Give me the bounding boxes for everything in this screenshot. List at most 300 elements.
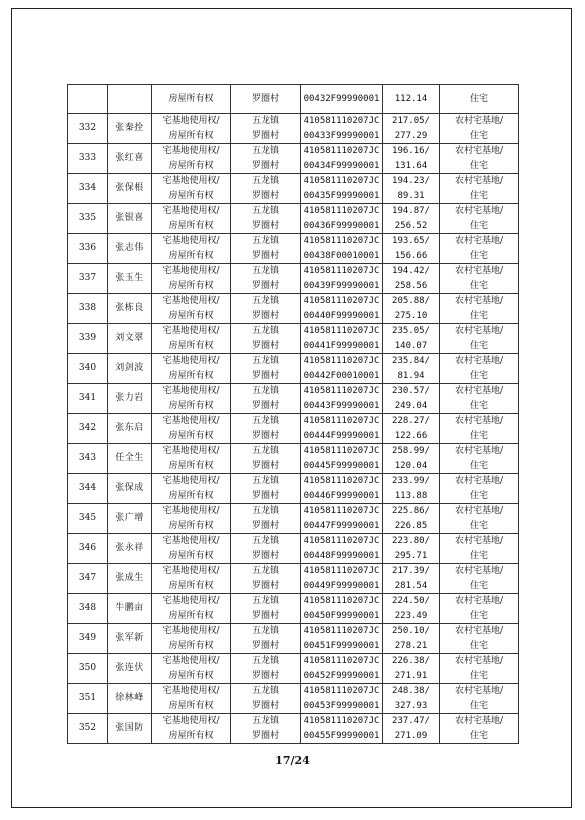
cell-location-line: 罗圈村 — [251, 190, 279, 201]
cell-area-line: 217.39/ — [392, 566, 430, 576]
cell-right-type — [152, 534, 231, 564]
cell-usage-line: 农村宅基地/ — [454, 236, 504, 246]
cell-unit-code-line: 00446F99990001 — [303, 490, 380, 501]
cell-unit-code: 00432F99990001 — [301, 85, 383, 114]
cell-usage-line: 住宅 — [469, 580, 488, 591]
cell-right-type — [152, 264, 231, 294]
cell-location — [231, 444, 301, 474]
cell-unit-code — [301, 564, 383, 594]
cell-no: 332 — [68, 114, 108, 144]
cell-location-line: 罗圈村 — [251, 460, 279, 471]
cell-usage — [440, 144, 519, 174]
table-row — [68, 684, 519, 714]
cell-unit-code-line: 00434F99990001 — [303, 160, 380, 171]
cell-no: 348 — [68, 594, 108, 624]
cell-usage-line: 农村宅基地/ — [454, 296, 504, 306]
cell-right-type-line: 房屋所有权 — [168, 160, 214, 171]
cell-right-type-line: 房屋所有权 — [168, 370, 214, 381]
cell-right-type — [152, 384, 231, 414]
cell-usage — [440, 474, 519, 504]
cell-no: 351 — [68, 684, 108, 714]
cell-unit-code — [301, 324, 383, 354]
cell-unit-code-line: 00451F99990001 — [303, 640, 380, 651]
cell-unit-code-line: 00450F99990001 — [303, 610, 380, 621]
cell-unit-code-line: 00449F99990001 — [303, 580, 380, 591]
cell-no: 346 — [68, 534, 108, 564]
cell-usage-line: 住宅 — [469, 220, 488, 231]
cell-area — [383, 414, 440, 444]
cell-no — [68, 85, 108, 114]
cell-unit-code-line: 00439F99990001 — [303, 280, 380, 291]
cell-unit-code — [301, 684, 383, 714]
cell-right-type-line: 宅基地使用权/ — [162, 386, 220, 396]
cell-area-line: 256.52 — [394, 220, 428, 231]
cell-area — [383, 714, 440, 744]
cell-usage — [440, 534, 519, 564]
cell-location-line: 罗圈村 — [251, 670, 279, 681]
cell-area — [383, 174, 440, 204]
table-row — [68, 264, 519, 294]
cell-name: 任全生 — [108, 444, 152, 474]
cell-right-type-line: 宅基地使用权/ — [162, 206, 220, 216]
cell-location-line: 罗圈村 — [251, 640, 279, 651]
cell-area-line: 271.91 — [394, 670, 428, 681]
cell-usage-line: 农村宅基地/ — [454, 566, 504, 576]
cell-unit-code-line: 410581110207JC — [303, 176, 380, 186]
cell-unit-code — [301, 264, 383, 294]
cell-location-line: 罗圈村 — [251, 340, 279, 351]
cell-usage — [440, 114, 519, 144]
cell-unit-code-line: 00442F00010001 — [303, 370, 380, 381]
cell-location-line: 五龙镇 — [251, 296, 279, 306]
cell-usage — [440, 324, 519, 354]
cell-location-line: 五龙镇 — [251, 716, 279, 726]
cell-unit-code-line: 410581110207JC — [303, 236, 380, 246]
cell-usage-line: 农村宅基地/ — [454, 176, 504, 186]
cell-location — [231, 474, 301, 504]
cell-unit-code — [301, 474, 383, 504]
cell-area-line: 235.84/ — [392, 356, 430, 366]
cell-unit-code-line: 410581110207JC — [303, 386, 380, 396]
cell-right-type-line: 宅基地使用权/ — [162, 476, 220, 486]
cell-location — [231, 144, 301, 174]
cell-area-line: 248.38/ — [392, 686, 430, 696]
cell-usage-line: 住宅 — [469, 460, 488, 471]
cell-right-type-line: 房屋所有权 — [168, 340, 214, 351]
cell-name: 张永祥 — [108, 534, 152, 564]
cell-name: 张军新 — [108, 624, 152, 654]
cell-location-line: 五龙镇 — [251, 146, 279, 156]
cell-area-line: 250.10/ — [392, 626, 430, 636]
cell-usage — [440, 684, 519, 714]
table-row — [68, 564, 519, 594]
cell-usage — [440, 414, 519, 444]
cell-area-line: 223.49 — [394, 610, 428, 621]
cell-location-line: 罗圈村 — [251, 700, 279, 711]
cell-location — [231, 114, 301, 144]
cell-area-line: 156.66 — [394, 250, 428, 261]
cell-location — [231, 354, 301, 384]
cell-name: 张广增 — [108, 504, 152, 534]
cell-right-type — [152, 204, 231, 234]
cell-right-type-line: 房屋所有权 — [168, 730, 214, 741]
cell-area-line: 89.31 — [397, 190, 425, 201]
cell-right-type-line: 宅基地使用权/ — [162, 356, 220, 366]
cell-right-type — [152, 324, 231, 354]
table-row — [68, 354, 519, 384]
cell-usage-line: 住宅 — [469, 520, 488, 531]
cell-area-line: 327.93 — [394, 700, 428, 711]
cell-no: 347 — [68, 564, 108, 594]
cell-right-type — [152, 114, 231, 144]
cell-location: 罗圈村 — [231, 85, 301, 114]
cell-location-line: 罗圈村 — [251, 130, 279, 141]
cell-right-type-line: 宅基地使用权/ — [162, 146, 220, 156]
cell-unit-code-line: 00455F99990001 — [303, 730, 380, 741]
cell-right-type-line: 宅基地使用权/ — [162, 686, 220, 696]
cell-no: 344 — [68, 474, 108, 504]
cell-location-line: 罗圈村 — [251, 610, 279, 621]
property-register-table — [67, 84, 519, 744]
cell-right-type — [152, 474, 231, 504]
cell-no: 340 — [68, 354, 108, 384]
cell-usage-line: 农村宅基地/ — [454, 716, 504, 726]
cell-area — [383, 534, 440, 564]
cell-usage-line: 住宅 — [469, 280, 488, 291]
cell-no: 350 — [68, 654, 108, 684]
cell-right-type — [152, 414, 231, 444]
cell-location-line: 罗圈村 — [251, 550, 279, 561]
cell-right-type — [152, 294, 231, 324]
cell-usage — [440, 234, 519, 264]
cell-area-line: 258.99/ — [392, 446, 430, 456]
cell-name: 张志伟 — [108, 234, 152, 264]
cell-right-type — [152, 234, 231, 264]
cell-location-line: 五龙镇 — [251, 356, 279, 366]
cell-unit-code-line: 00448F99990001 — [303, 550, 380, 561]
cell-area-line: 249.04 — [394, 400, 428, 411]
cell-unit-code — [301, 534, 383, 564]
cell-no: 342 — [68, 414, 108, 444]
cell-right-type-line: 房屋所有权 — [168, 430, 214, 441]
cell-area-line: 131.64 — [394, 160, 428, 171]
cell-name — [108, 85, 152, 114]
cell-name: 张栋良 — [108, 294, 152, 324]
cell-right-type-line: 房屋所有权 — [168, 670, 214, 681]
cell-name: 刘文翠 — [108, 324, 152, 354]
cell-area-line: 122.66 — [394, 430, 428, 441]
cell-location-line: 五龙镇 — [251, 566, 279, 576]
cell-no: 334 — [68, 174, 108, 204]
cell-name: 张玉生 — [108, 264, 152, 294]
cell-location-line: 五龙镇 — [251, 476, 279, 486]
cell-usage — [440, 174, 519, 204]
cell-right-type-line: 房屋所有权 — [168, 400, 214, 411]
cell-usage-line: 农村宅基地/ — [454, 596, 504, 606]
cell-unit-code-line: 410581110207JC — [303, 476, 380, 486]
cell-usage-line: 农村宅基地/ — [454, 356, 504, 366]
cell-location — [231, 324, 301, 354]
cell-unit-code-line: 410581110207JC — [303, 326, 380, 336]
table-row — [68, 294, 519, 324]
cell-right-type — [152, 354, 231, 384]
cell-area: 112.14 — [383, 85, 440, 114]
cell-usage-line: 农村宅基地/ — [454, 416, 504, 426]
cell-area — [383, 624, 440, 654]
table-row — [68, 624, 519, 654]
cell-unit-code — [301, 114, 383, 144]
cell-usage-line: 住宅 — [469, 700, 488, 711]
cell-area-line: 278.21 — [394, 640, 428, 651]
cell-usage — [440, 654, 519, 684]
cell-area-line: 113.88 — [394, 490, 428, 501]
cell-area-line: 228.27/ — [392, 416, 430, 426]
cell-no: 343 — [68, 444, 108, 474]
cell-unit-code — [301, 594, 383, 624]
cell-right-type-line: 宅基地使用权/ — [162, 536, 220, 546]
cell-area — [383, 204, 440, 234]
table-row — [68, 534, 519, 564]
cell-location — [231, 504, 301, 534]
cell-name: 张秦拴 — [108, 114, 152, 144]
cell-unit-code — [301, 384, 383, 414]
cell-right-type — [152, 504, 231, 534]
cell-usage-line: 农村宅基地/ — [454, 116, 504, 126]
cell-unit-code — [301, 204, 383, 234]
cell-right-type-line: 房屋所有权 — [168, 460, 214, 471]
cell-usage — [440, 294, 519, 324]
cell-area-line: 226.85 — [394, 520, 428, 531]
cell-location — [231, 654, 301, 684]
table-row — [68, 114, 519, 144]
cell-unit-code-line: 00436F99990001 — [303, 220, 380, 231]
cell-right-type-line: 房屋所有权 — [168, 190, 214, 201]
cell-location — [231, 564, 301, 594]
cell-area-line: 140.07 — [394, 340, 428, 351]
cell-area — [383, 294, 440, 324]
cell-no: 349 — [68, 624, 108, 654]
cell-location-line: 五龙镇 — [251, 536, 279, 546]
cell-usage-line: 农村宅基地/ — [454, 626, 504, 636]
table-row — [68, 594, 519, 624]
cell-usage — [440, 564, 519, 594]
cell-right-type-line: 宅基地使用权/ — [162, 326, 220, 336]
cell-location — [231, 234, 301, 264]
cell-no: 345 — [68, 504, 108, 534]
cell-right-type-line: 房屋所有权 — [168, 640, 214, 651]
cell-area — [383, 144, 440, 174]
cell-usage-line: 住宅 — [469, 670, 488, 681]
cell-unit-code-line: 00452F99990001 — [303, 670, 380, 681]
cell-no: 335 — [68, 204, 108, 234]
table-row — [68, 444, 519, 474]
cell-unit-code — [301, 624, 383, 654]
cell-unit-code-line: 00445F99990001 — [303, 460, 380, 471]
cell-right-type-line: 宅基地使用权/ — [162, 266, 220, 276]
cell-location-line: 五龙镇 — [251, 686, 279, 696]
cell-unit-code-line: 410581110207JC — [303, 716, 380, 726]
cell-no: 338 — [68, 294, 108, 324]
cell-area-line: 196.16/ — [392, 146, 430, 156]
cell-unit-code-line: 00444F99990001 — [303, 430, 380, 441]
cell-location-line: 五龙镇 — [251, 206, 279, 216]
cell-area-line: 237.47/ — [392, 716, 430, 726]
cell-name: 张力岩 — [108, 384, 152, 414]
cell-unit-code-line: 410581110207JC — [303, 536, 380, 546]
cell-area-line: 277.29 — [394, 130, 428, 141]
cell-right-type — [152, 444, 231, 474]
cell-right-type-line: 宅基地使用权/ — [162, 506, 220, 516]
cell-right-type-line: 房屋所有权 — [168, 490, 214, 501]
cell-area-line: 205.88/ — [392, 296, 430, 306]
table-row — [68, 234, 519, 264]
cell-no: 339 — [68, 324, 108, 354]
cell-location-line: 罗圈村 — [251, 400, 279, 411]
cell-location — [231, 684, 301, 714]
cell-area-line: 120.04 — [394, 460, 428, 471]
cell-unit-code-line: 00447F99990001 — [303, 520, 380, 531]
cell-location-line: 罗圈村 — [251, 730, 279, 741]
cell-name: 张银喜 — [108, 204, 152, 234]
cell-unit-code-line: 410581110207JC — [303, 266, 380, 276]
cell-usage-line: 农村宅基地/ — [454, 686, 504, 696]
cell-area — [383, 324, 440, 354]
cell-unit-code-line: 410581110207JC — [303, 416, 380, 426]
cell-location-line: 罗圈村 — [251, 430, 279, 441]
cell-location-line: 罗圈村 — [251, 250, 279, 261]
cell-right-type-line: 房屋所有权 — [168, 130, 214, 141]
cell-right-type-line: 宅基地使用权/ — [162, 116, 220, 126]
cell-area — [383, 384, 440, 414]
cell-unit-code — [301, 414, 383, 444]
cell-usage-line: 住宅 — [469, 550, 488, 561]
table-row — [68, 474, 519, 504]
cell-unit-code-line: 00433F99990001 — [303, 130, 380, 141]
cell-right-type-line: 宅基地使用权/ — [162, 596, 220, 606]
cell-area-line: 194.23/ — [392, 176, 430, 186]
cell-area-line: 217.05/ — [392, 116, 430, 126]
cell-location — [231, 294, 301, 324]
cell-location-line: 五龙镇 — [251, 326, 279, 336]
cell-usage-line: 住宅 — [469, 250, 488, 261]
cell-usage-line: 住宅 — [469, 610, 488, 621]
cell-area-line: 224.50/ — [392, 596, 430, 606]
cell-usage-line: 农村宅基地/ — [454, 386, 504, 396]
cell-location-line: 五龙镇 — [251, 266, 279, 276]
cell-usage — [440, 264, 519, 294]
cell-location — [231, 534, 301, 564]
cell-unit-code — [301, 234, 383, 264]
cell-area — [383, 234, 440, 264]
cell-location-line: 五龙镇 — [251, 386, 279, 396]
cell-unit-code-line: 410581110207JC — [303, 146, 380, 156]
cell-right-type-line: 宅基地使用权/ — [162, 176, 220, 186]
cell-usage-line: 住宅 — [469, 190, 488, 201]
cell-area-line: 233.99/ — [392, 476, 430, 486]
cell-unit-code-line: 00440F99990001 — [303, 310, 380, 321]
cell-unit-code-line: 410581110207JC — [303, 626, 380, 636]
cell-location-line: 五龙镇 — [251, 656, 279, 666]
cell-unit-code-line: 410581110207JC — [303, 656, 380, 666]
cell-location-line: 罗圈村 — [251, 310, 279, 321]
cell-unit-code — [301, 354, 383, 384]
cell-usage-line: 住宅 — [469, 130, 488, 141]
cell-usage — [440, 444, 519, 474]
cell-location-line: 罗圈村 — [251, 490, 279, 501]
cell-right-type-line: 宅基地使用权/ — [162, 446, 220, 456]
cell-unit-code-line: 410581110207JC — [303, 296, 380, 306]
cell-unit-code-line: 00435F99990001 — [303, 190, 380, 201]
cell-usage — [440, 594, 519, 624]
cell-right-type-line: 房屋所有权 — [168, 700, 214, 711]
table-row-continued — [68, 85, 519, 114]
cell-name: 张保根 — [108, 174, 152, 204]
cell-usage-line: 住宅 — [469, 310, 488, 321]
cell-area — [383, 114, 440, 144]
cell-no: 333 — [68, 144, 108, 174]
table-body — [68, 85, 519, 744]
cell-location — [231, 204, 301, 234]
cell-right-type — [152, 684, 231, 714]
cell-right-type-line: 宅基地使用权/ — [162, 656, 220, 666]
cell-location — [231, 384, 301, 414]
cell-right-type-line: 宅基地使用权/ — [162, 716, 220, 726]
cell-area-line: 235.05/ — [392, 326, 430, 336]
cell-usage-line: 住宅 — [469, 400, 488, 411]
cell-usage-line: 住宅 — [469, 490, 488, 501]
cell-usage-line: 农村宅基地/ — [454, 446, 504, 456]
cell-location-line: 罗圈村 — [251, 280, 279, 291]
cell-usage — [440, 354, 519, 384]
cell-area-line: 193.65/ — [392, 236, 430, 246]
cell-right-type-line: 房屋所有权 — [168, 610, 214, 621]
cell-right-type-line: 房屋所有权 — [168, 310, 214, 321]
table-row — [68, 384, 519, 414]
cell-name: 徐林峰 — [108, 684, 152, 714]
cell-right-type: 房屋所有权 — [152, 85, 231, 114]
cell-right-type — [152, 714, 231, 744]
cell-usage-line: 住宅 — [469, 370, 488, 381]
cell-unit-code — [301, 144, 383, 174]
table-row — [68, 414, 519, 444]
cell-unit-code — [301, 444, 383, 474]
cell-unit-code-line: 00443F99990001 — [303, 400, 380, 411]
cell-unit-code — [301, 654, 383, 684]
cell-right-type-line: 房屋所有权 — [168, 580, 214, 591]
cell-no: 337 — [68, 264, 108, 294]
cell-unit-code-line: 410581110207JC — [303, 686, 380, 696]
cell-area-line: 258.56 — [394, 280, 428, 291]
cell-usage-line: 住宅 — [469, 340, 488, 351]
cell-right-type — [152, 624, 231, 654]
cell-area-line: 295.71 — [394, 550, 428, 561]
cell-unit-code — [301, 174, 383, 204]
cell-unit-code-line: 00441F99990001 — [303, 340, 380, 351]
cell-usage-line: 农村宅基地/ — [454, 326, 504, 336]
cell-area — [383, 564, 440, 594]
cell-name: 张成生 — [108, 564, 152, 594]
cell-location — [231, 624, 301, 654]
cell-location — [231, 174, 301, 204]
cell-area-line: 223.80/ — [392, 536, 430, 546]
cell-area-line: 194.42/ — [392, 266, 430, 276]
cell-location-line: 五龙镇 — [251, 506, 279, 516]
cell-name: 张国防 — [108, 714, 152, 744]
cell-location-line: 五龙镇 — [251, 596, 279, 606]
cell-name: 张连伏 — [108, 654, 152, 684]
cell-unit-code-line: 410581110207JC — [303, 566, 380, 576]
cell-right-type — [152, 174, 231, 204]
